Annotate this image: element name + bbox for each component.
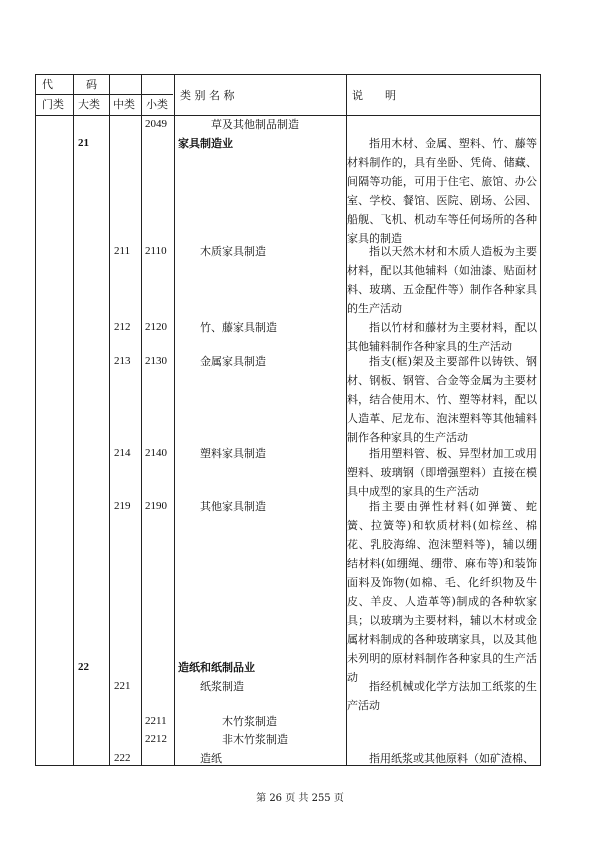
header-men: 门类	[42, 98, 64, 111]
table-row-desc: 指以竹材和藤材为主要材料，配以其他辅料制作各种家具的生产活动	[347, 321, 537, 353]
table-row-name: 其他家具制造	[200, 500, 266, 513]
table-row-name: 塑料家具制造	[200, 447, 266, 460]
header-divider	[36, 94, 173, 95]
table-row-name: 非木竹浆制造	[222, 733, 288, 746]
table-row-xiao: 2130	[145, 355, 167, 367]
table-row-name: 木竹浆制造	[222, 715, 277, 728]
table-row-xiao: 2120	[145, 321, 167, 333]
table-row-zhong: 214	[114, 447, 131, 459]
table-row-zhong: 211	[114, 245, 131, 257]
header-xiao: 小类	[146, 98, 168, 111]
table-row-zhong: 222	[114, 752, 131, 764]
table-row-name: 竹、藤家具制造	[200, 321, 277, 334]
table-row-zhong: 212	[114, 321, 131, 333]
table-row-xiao: 2211	[145, 715, 167, 727]
table-row-da: 22	[78, 661, 89, 673]
table-row-name: 家具制造业	[178, 137, 233, 150]
table-row-xiao: 2212	[145, 733, 167, 745]
table-row-xiao: 2190	[145, 500, 167, 512]
table-row-desc: 指经机械或化学方法加工纸浆的生产活动	[347, 680, 537, 712]
table-row-name: 造纸和纸制品业	[178, 661, 255, 674]
table-row-xiao: 2110	[145, 245, 167, 257]
header-name: 类 别 名 称	[180, 89, 235, 102]
page-footer: 第 26 页 共 255 页	[256, 793, 344, 804]
table-row-name: 纸浆制造	[200, 680, 244, 693]
table-row-desc: 指用塑料管、板、异型材加工或用塑料、玻璃钢（即增强塑料）直接在模具中成型的家具的生产活动	[347, 447, 537, 498]
col-divider	[141, 75, 142, 765]
table-row-zhong: 219	[114, 500, 131, 512]
col-divider	[73, 75, 74, 765]
table-row-zhong: 221	[114, 680, 131, 692]
header-bottom	[36, 115, 540, 116]
table-row-xiao: 2049	[145, 118, 167, 130]
table-row-name: 草及其他制品制造	[211, 118, 299, 131]
header-desc: 说 明	[352, 89, 396, 102]
table-row-xiao: 2140	[145, 447, 167, 459]
header-code: 代 码	[42, 78, 97, 91]
table-row-desc: 指支(框)架及主要部件以铸铁、钢材、钢板、钢管、合金等金属为主要材料，结合使用木、竹、塑等材料，配以人造革、尼龙布、泡沫塑料等其他辅料制作各种家具的生产活动	[347, 355, 537, 444]
table-row-name: 木质家具制造	[200, 245, 266, 258]
table-row-desc: 指用木材、金属、塑料、竹、藤等材料制作的，具有坐卧、凭倚、储藏、间隔等功能，可用于住宅、旅馆、办公室、学校、餐馆、医院、剧场、公园、船舰、飞机、机动车等任何场所的各种家具的制造	[347, 137, 537, 245]
table-row-name: 造纸	[200, 752, 222, 765]
table-row-desc: 指用纸浆或其他原料（如矿渣棉、	[369, 752, 534, 765]
table-row-zhong: 213	[114, 355, 131, 367]
table-row-desc: 指主要由弹性材料(如弹簧、蛇簧、拉簧等)和软质材料(如棕丝、棉花、乳胶海绵、泡沫塑料等)，辅以绷结材料(如绷绳、绷带、麻布等)和装饰面料及饰物(如棉、毛、化纤织物及牛皮、羊皮、人造革等)制成的各种软家具；以玻璃为主要材料，辅以木材或金属材料制成的各种玻璃家具，以及其他未列明的原材料制作各种家具的生产活动	[347, 500, 537, 684]
header-da: 大类	[78, 98, 100, 111]
table-row-name: 金属家具制造	[200, 355, 266, 368]
table-row-desc: 指以天然木材和木质人造板为主要材料，配以其他辅料（如油漆、贴面材料、玻璃、五金配件等）制作各种家具的生产活动	[347, 245, 537, 315]
col-divider	[174, 75, 175, 765]
table-row-da: 21	[78, 137, 89, 149]
col-divider	[109, 75, 110, 765]
header-zhong: 中类	[113, 98, 135, 111]
